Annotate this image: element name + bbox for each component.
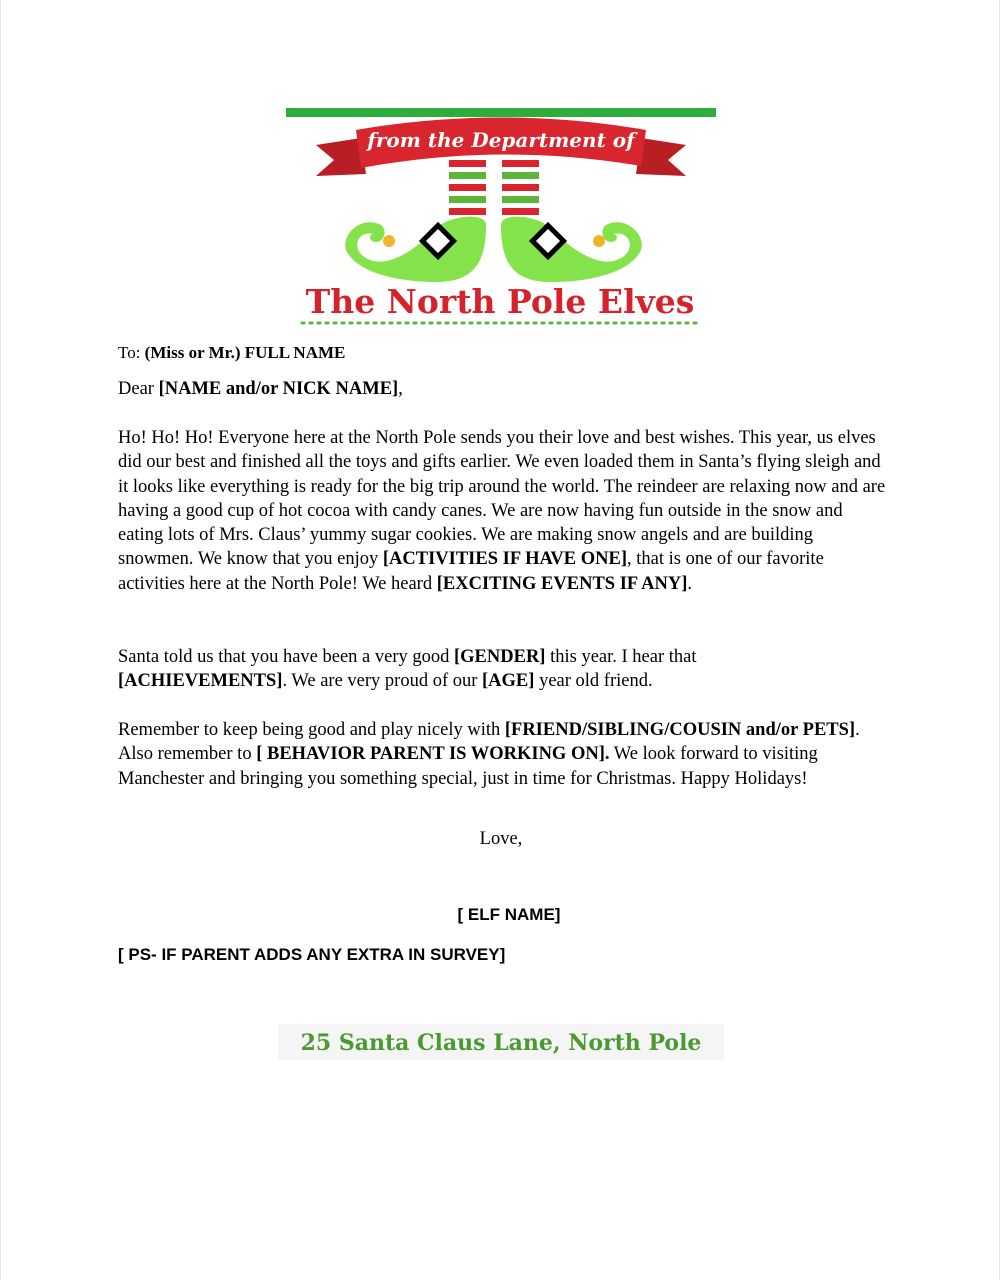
paragraph-1-text: , that is one of our favorite activities here at the North Pole! We heard <box>118 549 824 594</box>
paragraph-1 <box>118 426 888 596</box>
paragraph-1-text: Ho! Ho! Ho! Everyone here at the North Pole sends you their love and best wishes. This year, us elves did our best and finished all the toys and gifts earlier. We even loaded them in Santa’s flying sleigh and it looks like everything is ready for the big trip around the world. The reindeer are relaxing now and are having a good cup of hot cocoa with candy canes. We are now having fun outside in the snow and eating lots of Mrs. Claus’ yummy sugar cookies. We are making snow angels and are building snowmen. We know that you enjoy <box>118 428 886 570</box>
elf-shoes <box>345 217 642 282</box>
paragraph-3-text: Remember to keep being good and play nicely with <box>118 720 505 740</box>
paragraph-2-text: Santa told us that you have been a very good <box>118 647 454 667</box>
elf-name-signature: [ ELF NAME] <box>457 905 561 924</box>
paragraph-3-text: We look forward to visiting Manchester and bringing you something special, just in time for Christmas. Happy Holidays! <box>118 744 818 789</box>
behavior-placeholder: [ BEHAVIOR PARENT IS WORKING ON]. <box>256 744 610 765</box>
north-pole-elves-title: The North Pole Elves <box>305 282 695 321</box>
gender-placeholder: [GENDER] <box>454 647 546 667</box>
elf-legs <box>449 160 539 218</box>
events-placeholder: [EXCITING EVENTS IF ANY] <box>436 573 688 594</box>
dear-prefix: Dear <box>118 379 159 399</box>
activities-placeholder: [ACTIVITIES IF HAVE ONE] <box>382 549 628 570</box>
paragraph-2-text: year old friend. <box>534 671 653 692</box>
dear-suffix: , <box>398 379 403 399</box>
department-banner <box>316 118 686 177</box>
green-top-bar <box>286 108 716 117</box>
paragraph-3-text: . Also remember to <box>118 720 860 765</box>
postscript: [ PS- IF PARENT ADDS ANY EXTRA IN SURVEY] <box>118 945 506 964</box>
paragraph-3 <box>118 718 888 791</box>
closing: Love, <box>479 829 523 849</box>
banner-text: from the Department of <box>367 128 635 152</box>
recipient-full-name: (Miss or Mr.) FULL NAME <box>144 343 346 362</box>
achievements-placeholder: [ACHIEVEMENTS] <box>118 671 283 692</box>
recipient-nickname: [NAME and/or NICK NAME] <box>158 379 399 399</box>
friends-placeholder: [FRIEND/SIBLING/COUSIN and/or PETS] <box>504 720 856 740</box>
salutation <box>118 377 888 401</box>
to-line <box>118 341 888 365</box>
paragraph-2 <box>118 645 718 694</box>
paragraph-2-text: this year. I hear that <box>545 647 697 667</box>
paragraph-2-text: . We are very proud of our <box>282 671 483 692</box>
age-placeholder: [AGE] <box>482 671 535 692</box>
footer-address: 25 Santa Claus Lane, North Pole <box>278 1024 724 1060</box>
paragraph-1-text: . <box>687 573 692 594</box>
to-label: To: <box>118 343 145 362</box>
north-pole-elves-header-graphic <box>286 100 716 330</box>
